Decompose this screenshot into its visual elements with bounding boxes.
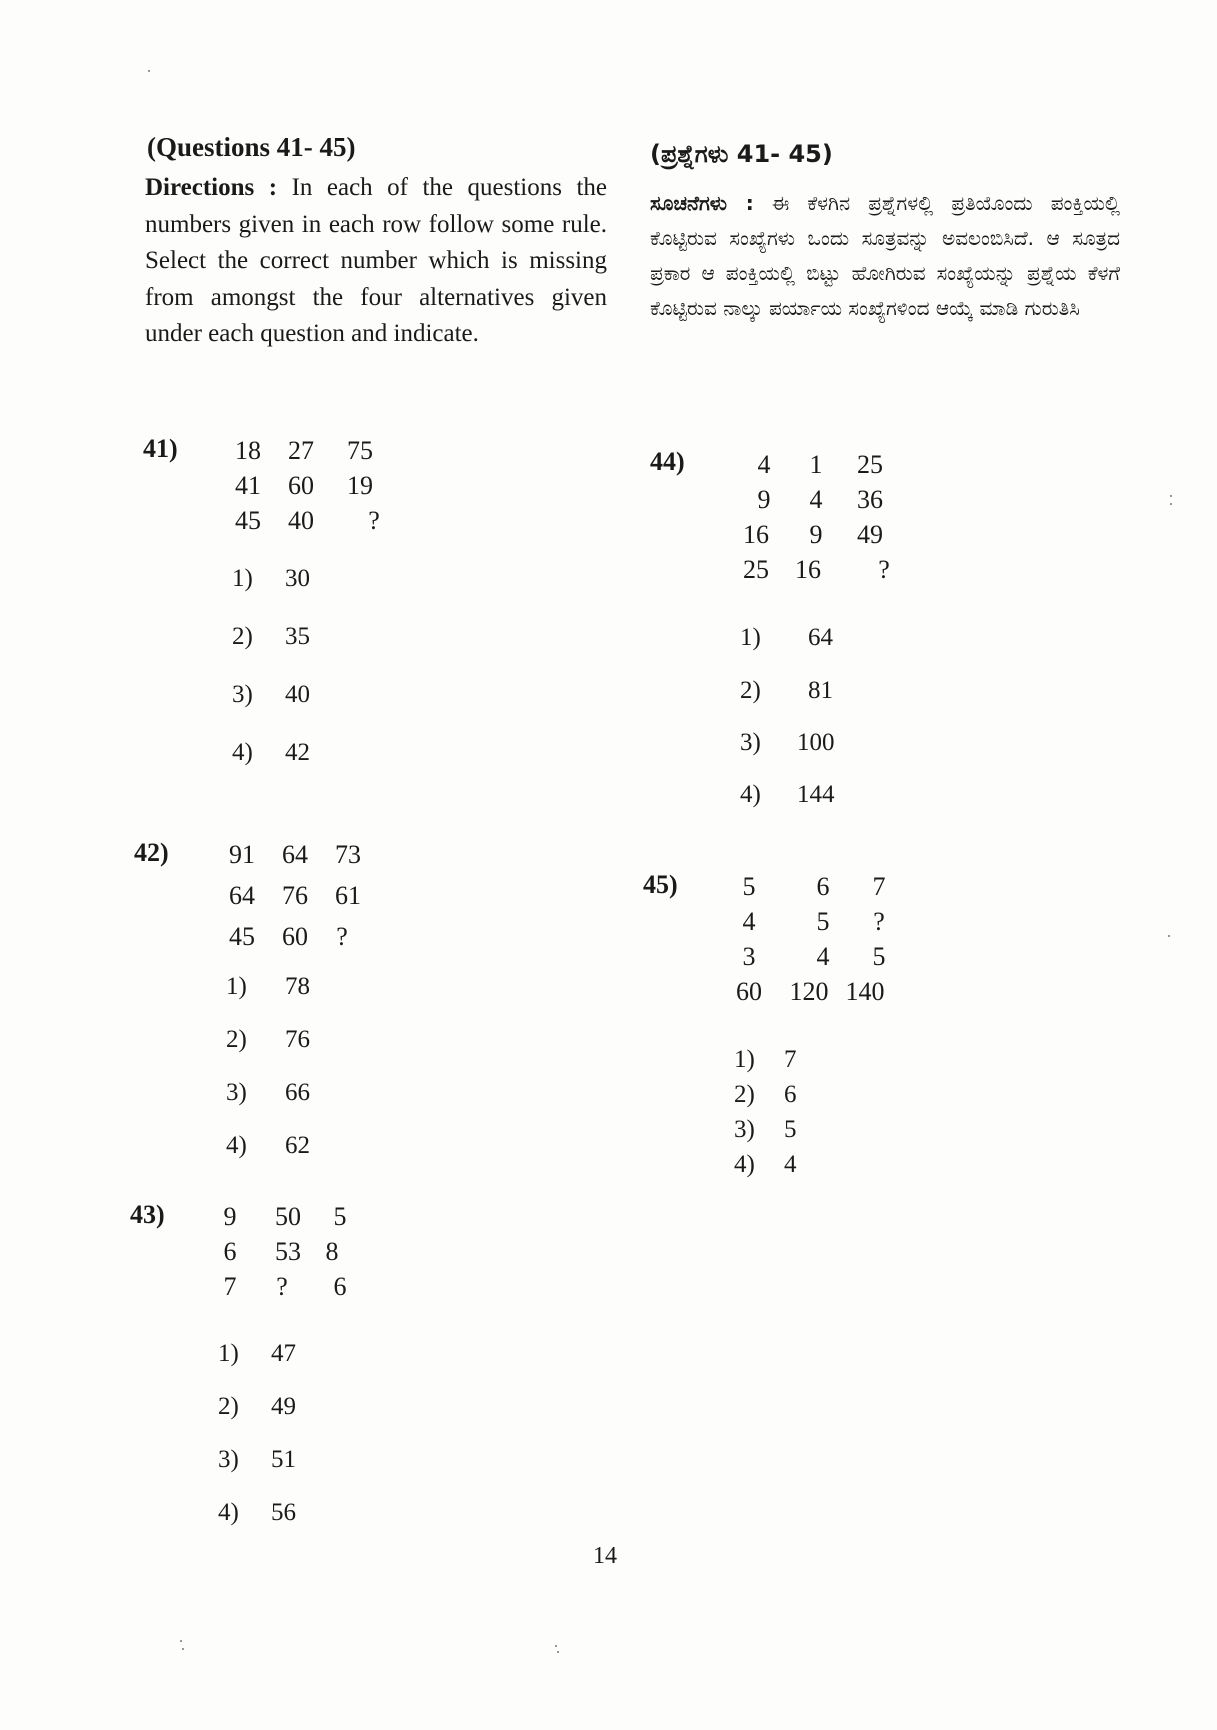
grid-cell: 50 <box>275 1202 301 1231</box>
grid-cell: 6 <box>333 1272 347 1301</box>
option-number: 2) <box>232 623 253 650</box>
grid-cell: 140 <box>845 977 885 1006</box>
grid-cell: 6 <box>223 1237 237 1266</box>
option-value[interactable]: 66 <box>285 1079 310 1106</box>
grid-cell: 4 <box>742 907 756 936</box>
directions-text: In each of the questions the numbers given in each row follow some rule. Select the correct number which is missing from amongst the four alternatives given under each question and indicate. <box>145 174 607 347</box>
option-value[interactable]: 35 <box>285 623 310 650</box>
option-value[interactable]: 42 <box>285 739 310 766</box>
grid-cell: 73 <box>335 840 361 869</box>
grid-cell: 25 <box>857 450 883 479</box>
grid-cell: ? <box>336 922 348 951</box>
grid-cell: 41 <box>235 471 261 500</box>
grid-cell: 5 <box>742 872 756 901</box>
grid-cell: 75 <box>347 436 373 465</box>
option-value[interactable]: 40 <box>285 681 310 708</box>
grid-cell: 16 <box>743 520 769 549</box>
option-value[interactable]: 76 <box>285 1026 310 1053</box>
grid-cell: 3 <box>742 942 756 971</box>
directions-label: Directions : <box>145 174 278 201</box>
grid-cell: 4 <box>757 450 771 479</box>
question-number: 45) <box>643 870 678 899</box>
grid-cell: 16 <box>795 555 821 584</box>
grid-cell: 5 <box>333 1202 347 1231</box>
grid-cell: 4 <box>816 942 830 971</box>
option-number: 1) <box>734 1046 755 1073</box>
right-section-header: (ಪ್ರಶ್ನೆಗಳು 41- 45) <box>650 140 833 168</box>
option-value[interactable]: 4 <box>784 1151 797 1178</box>
option-number: 3) <box>740 729 761 756</box>
grid-cell: ? <box>276 1272 288 1301</box>
option-number: 2) <box>734 1081 755 1108</box>
grid-cell: 5 <box>816 907 830 936</box>
option-number: 3) <box>232 681 253 708</box>
option-value[interactable]: 30 <box>285 565 310 592</box>
option-value[interactable]: 51 <box>271 1446 296 1473</box>
grid-cell: ? <box>873 907 885 936</box>
directions-english <box>145 170 607 353</box>
grid-cell: 49 <box>857 520 883 549</box>
option-number: 1) <box>740 624 761 651</box>
option-number: 4) <box>218 1499 239 1526</box>
option-number: 4) <box>740 781 761 808</box>
grid-cell: 18 <box>235 436 261 465</box>
scan-speck <box>555 1645 557 1647</box>
option-number: 1) <box>218 1340 239 1367</box>
grid-cell: 7 <box>872 872 886 901</box>
grid-cell: 60 <box>736 977 762 1006</box>
page-number: 14 <box>593 1543 617 1569</box>
scan-speck <box>557 1651 559 1653</box>
directions-kannada-text: ಈ ಕೆಳಗಿನ ಪ್ರಶ್ನೆಗಳಲ್ಲಿ ಪ್ರತಿಯೊಂದು ಪಂಕ್ತಿಯಲ್ಲಿ ಕೊಟ್ಟಿರುವ ಸಂಖ್ಯೆಗಳು ಒಂದು ಸೂತ್ರವನ್ನು ಅವಲಂಬಿಸಿದೆ. ಆ ಸೂತ್ರದ ಪ್ರಕಾರ ಆ ಪಂಕ್ತಿಯಲ್ಲಿ ಬಿಟ್ಟು ಹೋಗಿರುವ ಸಂಖ್ಯೆಯನ್ನು ಪ್ರಶ್ನೆಯ ಕೆಳಗೆ ಕೊಟ್ಟಿರುವ ನಾಲ್ಕು ಪರ್ಯಾಯ ಸಂಖ್ಯೆಗಳಿಂದ ಆಯ್ಕೆ ಮಾಡಿ ಗುರುತಿಸಿ <box>650 191 1121 320</box>
scan-speck <box>182 1648 184 1650</box>
grid-cell: 91 <box>229 840 255 869</box>
grid-cell: 53 <box>275 1237 301 1266</box>
grid-cell: ? <box>878 555 890 584</box>
scan-speck <box>180 1640 182 1642</box>
option-number: 2) <box>226 1026 247 1053</box>
grid-cell: ? <box>368 506 380 535</box>
grid-cell: 8 <box>325 1237 339 1266</box>
option-number: 2) <box>740 677 761 704</box>
option-value[interactable]: 47 <box>271 1340 296 1367</box>
option-number: 3) <box>734 1116 755 1143</box>
directions-kannada <box>650 186 1120 326</box>
grid-cell: 9 <box>757 485 771 514</box>
option-value[interactable]: 7 <box>784 1046 797 1073</box>
grid-cell: 60 <box>288 471 314 500</box>
grid-cell: 36 <box>857 485 883 514</box>
grid-cell: 7 <box>223 1272 237 1301</box>
grid-cell: 64 <box>282 840 308 869</box>
grid-cell: 120 <box>789 977 829 1006</box>
grid-cell: 64 <box>229 881 255 910</box>
question-number: 44) <box>650 447 685 476</box>
option-value[interactable]: 81 <box>808 677 833 704</box>
grid-cell: 76 <box>282 881 308 910</box>
option-number: 3) <box>218 1446 239 1473</box>
grid-cell: 19 <box>347 471 373 500</box>
option-value[interactable]: 78 <box>285 973 310 1000</box>
option-value[interactable]: 100 <box>797 729 835 756</box>
directions-kannada-label: ಸೂಚನೆಗಳು : <box>650 191 754 215</box>
option-number: 4) <box>232 739 253 766</box>
question-number: 41) <box>143 434 178 463</box>
question-number: 42) <box>134 838 169 867</box>
scan-speck <box>1170 503 1172 505</box>
scan-speck <box>1168 935 1170 937</box>
option-value[interactable]: 49 <box>271 1393 296 1420</box>
grid-cell: 5 <box>872 942 886 971</box>
grid-cell: 61 <box>335 881 361 910</box>
option-value[interactable]: 144 <box>797 781 835 808</box>
grid-cell: 40 <box>288 506 314 535</box>
scan-speck <box>148 70 150 72</box>
grid-cell: 6 <box>816 872 830 901</box>
option-value[interactable]: 62 <box>285 1132 310 1159</box>
option-number: 2) <box>218 1393 239 1420</box>
grid-cell: 60 <box>282 922 308 951</box>
option-number: 4) <box>734 1151 755 1178</box>
grid-cell: 9 <box>223 1202 237 1231</box>
grid-cell: 45 <box>235 506 261 535</box>
option-number: 4) <box>226 1132 247 1159</box>
option-number: 1) <box>232 565 253 592</box>
grid-cell: 1 <box>809 450 823 479</box>
grid-cell: 25 <box>743 555 769 584</box>
question-number: 43) <box>130 1200 165 1229</box>
left-section-header: (Questions 41- 45) <box>147 132 356 162</box>
grid-cell: 4 <box>809 485 823 514</box>
option-value[interactable]: 5 <box>784 1116 797 1143</box>
grid-cell: 9 <box>809 520 823 549</box>
option-number: 3) <box>226 1079 247 1106</box>
option-number: 1) <box>226 973 247 1000</box>
option-value[interactable]: 64 <box>808 624 833 651</box>
option-value[interactable]: 6 <box>784 1081 797 1108</box>
grid-cell: 27 <box>288 436 314 465</box>
option-value[interactable]: 56 <box>271 1499 296 1526</box>
scan-speck <box>1170 495 1172 497</box>
grid-cell: 45 <box>229 922 255 951</box>
